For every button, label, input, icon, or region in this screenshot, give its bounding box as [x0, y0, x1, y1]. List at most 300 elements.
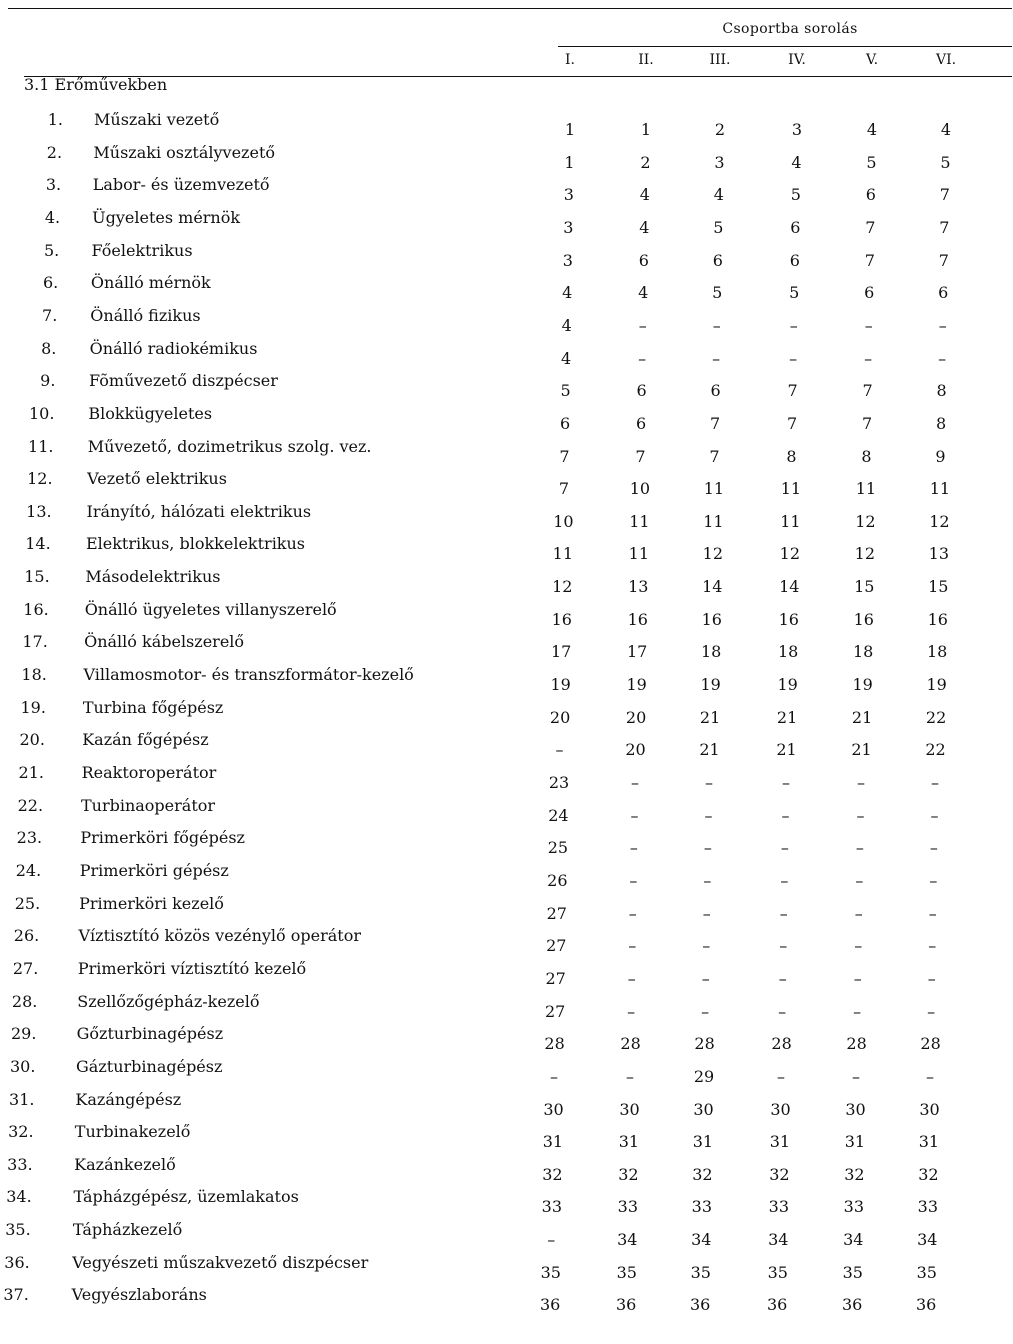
table-cell: 13: [628, 577, 649, 597]
table-cell: –: [780, 838, 789, 858]
row-label: Önálló fizikus: [90, 305, 201, 325]
table-cell: 33: [617, 1197, 639, 1217]
table-cell: 12: [702, 544, 724, 564]
table-cell: 4: [638, 283, 649, 303]
table-cell: 6: [790, 217, 801, 237]
row-label: Víztisztító közös vezénylő operátor: [78, 926, 361, 946]
table-cell: 21: [699, 740, 720, 760]
row-number: 6.: [42, 273, 59, 293]
row-label: Gőzturbinagépész: [76, 1024, 224, 1044]
table-cell: 4: [639, 217, 650, 237]
row-number: 23.: [16, 828, 43, 848]
table-cell: 21: [776, 707, 798, 727]
table-cell: 19: [550, 675, 571, 695]
table-cell: –: [854, 903, 863, 923]
table-cell: 35: [690, 1262, 711, 1282]
table-cell: 6: [635, 413, 647, 433]
table-cell: –: [855, 838, 864, 858]
row-label: Önálló kábelszerelő: [84, 632, 245, 652]
row-label: Primerköri víztisztító kezelő: [77, 958, 307, 978]
table-cell: 36: [690, 1295, 711, 1315]
table-cell: 21: [851, 707, 873, 727]
group-title: Csoportba sorolás: [722, 21, 858, 37]
row-number: 7.: [42, 305, 58, 325]
table-cell: 29: [693, 1066, 715, 1086]
table-cell: 30: [919, 1099, 940, 1119]
table-cell: 21: [776, 740, 797, 760]
table-cell: –: [854, 936, 863, 956]
table-cell: 28: [920, 1034, 941, 1054]
table-cell: 32: [692, 1164, 713, 1184]
table-cell: 33: [768, 1197, 790, 1217]
row-number: 3.: [45, 175, 62, 195]
row-number: 8.: [41, 338, 57, 358]
row-label: Kazánkezelő: [74, 1154, 176, 1174]
row-number: 29.: [10, 1024, 37, 1044]
table-cell: –: [629, 838, 638, 858]
row-label: Kazán főgépész: [82, 730, 209, 750]
row-label: Vegyészlaboráns: [71, 1285, 207, 1305]
table-cell: 33: [917, 1197, 939, 1217]
table-cell: 3: [562, 250, 573, 270]
table-cell: 13: [928, 544, 950, 564]
table-cell: –: [778, 1001, 787, 1021]
table-cell: –: [779, 936, 788, 956]
table-cell: 32: [844, 1164, 865, 1184]
row-number: 5.: [43, 240, 60, 260]
table-cell: 36: [767, 1295, 788, 1315]
row-label: Önálló ügyeletes villanyszerelő: [84, 599, 337, 619]
table-cell: –: [938, 348, 947, 368]
table-cell: 35: [916, 1262, 937, 1282]
table-cell: –: [929, 838, 938, 858]
table-cell: 6: [638, 250, 649, 270]
row-number: 34.: [6, 1187, 32, 1207]
table-cell: 4: [562, 283, 573, 303]
row-number: 9.: [40, 371, 56, 391]
table-cell: –: [852, 1066, 861, 1086]
table-cell: 35: [540, 1262, 561, 1282]
table-cell: 8: [861, 446, 872, 466]
row-label: Műszaki vezető: [94, 110, 220, 129]
column-header: IV.: [788, 52, 806, 68]
table-cell: 21: [851, 740, 872, 760]
table-cell: 17: [551, 642, 572, 662]
table-cell: 34: [768, 1230, 789, 1250]
table-cell: 24: [548, 805, 569, 825]
table-cell: –: [855, 870, 864, 890]
table-cell: 11: [855, 479, 877, 499]
table-cell: –: [853, 1001, 862, 1021]
table-cell: 28: [620, 1034, 641, 1054]
row-number: 37.: [3, 1285, 29, 1305]
table-cell: 7: [862, 381, 873, 401]
table-cell: 22: [925, 740, 946, 760]
table-cell: 8: [935, 413, 947, 433]
table-cell: –: [938, 315, 947, 335]
row-label: Turbina főgépész: [82, 697, 224, 717]
table-cell: –: [701, 1001, 710, 1021]
row-label: Fõművezető diszpécser: [89, 371, 278, 391]
table-cell: –: [712, 348, 721, 368]
table-cell: –: [631, 773, 639, 792]
row-number: 11.: [28, 436, 54, 456]
table-cell: 26: [547, 870, 568, 890]
row-label: Blokkügyeletes: [88, 403, 213, 423]
table-cell: 5: [790, 185, 801, 205]
table-cell: 7: [709, 446, 720, 466]
table-cell: –: [627, 968, 636, 988]
table-cell: –: [627, 1001, 636, 1021]
row-label: Villamosmotor- és transzformátor-kezelő: [83, 665, 414, 685]
table-cell: –: [547, 1230, 556, 1250]
table-cell: 7: [861, 413, 873, 433]
table-cell: 31: [844, 1132, 866, 1152]
row-number: 17.: [22, 632, 48, 652]
table-cell: 6: [636, 381, 647, 401]
table-cell: 5: [713, 217, 724, 237]
table-cell: 18: [778, 642, 799, 662]
row-label: Labor- és üzemvezető: [92, 175, 270, 195]
row-number: 14.: [25, 534, 51, 554]
table-cell: 12: [929, 511, 950, 531]
row-number: 32.: [8, 1122, 34, 1142]
table-cell: 1: [564, 120, 576, 139]
table-cell: –: [929, 870, 938, 890]
table-cell: –: [628, 936, 637, 956]
row-label: Gázturbinagépész: [76, 1056, 223, 1076]
table-cell: 30: [770, 1099, 791, 1119]
table-cell: 11: [780, 511, 801, 531]
row-number: 20.: [19, 730, 45, 750]
table-cell: 6: [789, 250, 800, 270]
table-cell: 32: [769, 1164, 790, 1184]
table-cell: 15: [854, 577, 875, 597]
table-cell: 36: [916, 1295, 937, 1315]
table-cell: 19: [700, 675, 721, 695]
table-cell: 30: [845, 1099, 866, 1119]
table-cell: –: [704, 805, 713, 825]
row-number: 19.: [20, 697, 46, 717]
table-cell: 4: [866, 120, 878, 139]
row-number: 1.: [47, 110, 63, 129]
table-cell: 5: [789, 283, 800, 303]
table-cell: 32: [542, 1164, 563, 1184]
table-cell: –: [781, 805, 790, 825]
column-header-rule: [24, 76, 1012, 77]
table-cell: –: [931, 773, 939, 792]
table-cell: 25: [547, 838, 569, 858]
table-cell: 5: [712, 283, 723, 303]
table-cell: 18: [701, 642, 722, 662]
row-label: Ügyeletes mérnök: [92, 207, 241, 227]
table-cell: –: [789, 315, 798, 335]
table-cell: 18: [927, 642, 948, 662]
table-cell: 7: [939, 185, 950, 205]
table-cell: 16: [627, 609, 648, 629]
table-cell: 3: [714, 152, 725, 172]
table-cell: –: [777, 1066, 786, 1086]
table-cell: 1: [564, 152, 575, 172]
table-cell: 35: [767, 1262, 788, 1282]
table-cell: 4: [713, 185, 724, 205]
table-cell: 3: [563, 185, 574, 205]
table-cell: 27: [546, 936, 567, 956]
table-cell: 28: [771, 1034, 792, 1054]
table-cell: 8: [936, 381, 947, 401]
table-cell: 7: [635, 446, 646, 466]
table-cell: –: [857, 773, 865, 792]
table-cell: 33: [541, 1197, 563, 1217]
column-header: I.: [565, 52, 575, 68]
table-cell: 7: [787, 381, 798, 401]
table-cell: –: [555, 740, 564, 760]
table-cell: –: [779, 903, 788, 923]
row-label: Turbinaoperátor: [80, 795, 216, 815]
table-cell: 2: [640, 152, 651, 172]
row-number: 12.: [27, 469, 53, 489]
table-cell: –: [703, 838, 712, 858]
row-label: Irányító, hálózati elektrikus: [86, 501, 312, 521]
table-cell: 35: [616, 1262, 637, 1282]
row-number: 22.: [17, 795, 44, 815]
table-cell: 7: [938, 250, 949, 270]
table-cell: –: [628, 903, 637, 923]
table-cell: 7: [786, 413, 798, 433]
column-header: II.: [638, 52, 654, 68]
row-label: Primerköri kezelő: [79, 893, 224, 913]
row-number: 4.: [44, 207, 61, 227]
table-cell: –: [630, 805, 639, 825]
row-label: Primerköri főgépész: [80, 828, 245, 848]
table-cell: 19: [777, 675, 798, 695]
table-cell: 33: [691, 1197, 713, 1217]
table-cell: 28: [694, 1034, 715, 1054]
table-cell: 32: [618, 1164, 639, 1184]
table-cell: 7: [865, 217, 876, 237]
table-cell: 16: [701, 609, 722, 629]
table-cell: –: [702, 936, 711, 956]
table-cell: –: [550, 1066, 559, 1086]
table-cell: 6: [712, 250, 723, 270]
table-cell: –: [928, 936, 937, 956]
column-header: III.: [709, 52, 731, 68]
row-label: Vezető elektrikus: [87, 469, 227, 489]
table-cell: 3: [563, 217, 574, 237]
table-cell: 5: [940, 152, 951, 172]
table-cell: 23: [548, 773, 570, 792]
table-cell: 27: [545, 968, 566, 988]
table-cell: 6: [938, 283, 949, 303]
table-cell: 7: [709, 413, 721, 433]
row-label: Elektrikus, blokkelektrikus: [85, 534, 306, 554]
table-cell: 19: [926, 675, 947, 695]
table-cell: 31: [769, 1132, 791, 1152]
row-label: Tápházgépész, üzemlakatos: [73, 1187, 299, 1207]
table-cell: 16: [853, 609, 874, 629]
table-cell: 12: [552, 577, 573, 597]
table-cell: 36: [616, 1295, 637, 1315]
table-cell: 4: [940, 120, 952, 139]
table-cell: –: [864, 348, 873, 368]
table-cell: 27: [544, 1001, 566, 1021]
table-cell: 34: [917, 1230, 938, 1250]
table-cell: –: [927, 1001, 936, 1021]
table-cell: 18: [853, 642, 874, 662]
row-label: Szellőzőgépház-kezelő: [77, 991, 260, 1011]
table-cell: –: [703, 870, 712, 890]
table-cell: –: [780, 870, 789, 890]
row-number: 36.: [4, 1252, 30, 1272]
table-cell: 34: [617, 1230, 638, 1250]
table-cell: 30: [543, 1099, 564, 1119]
table-cell: 8: [786, 446, 797, 466]
row-label: Műszaki osztályvezető: [93, 142, 276, 162]
table-cell: 21: [699, 707, 721, 727]
section-title: 3.1 Erőművekben: [24, 75, 168, 94]
table-cell: 4: [791, 152, 802, 172]
row-label: Tápházkezelő: [72, 1220, 183, 1240]
table-cell: –: [856, 805, 865, 825]
row-number: 25.: [14, 893, 41, 913]
row-label: Főelektrikus: [91, 240, 193, 260]
table-cell: 5: [866, 152, 877, 172]
table-cell: 34: [691, 1230, 712, 1250]
table-cell: –: [712, 315, 721, 335]
table-cell: 15: [928, 577, 949, 597]
table-cell: 28: [544, 1034, 565, 1054]
table-cell: 10: [629, 479, 651, 499]
table-cell: 19: [626, 675, 647, 695]
table-cell: –: [789, 348, 798, 368]
column-header: V.: [865, 52, 879, 68]
table-cell: 36: [540, 1295, 561, 1315]
table-cell: 33: [843, 1197, 865, 1217]
table-cell: 31: [542, 1132, 564, 1152]
row-label: Primerköri gépész: [79, 860, 229, 880]
table-cell: 7: [939, 217, 950, 237]
table-cell: –: [782, 773, 790, 792]
table-cell: 9: [935, 446, 946, 466]
table-cell: 11: [703, 511, 724, 531]
row-label: Reaktoroperátor: [81, 763, 217, 782]
table-cell: 35: [842, 1262, 863, 1282]
row-number: 13.: [26, 501, 52, 521]
top-rule: [8, 8, 1012, 9]
table-cell: 4: [639, 185, 650, 205]
table-cell: 30: [693, 1099, 714, 1119]
table-cell: 6: [710, 381, 721, 401]
table-cell: –: [638, 315, 647, 335]
row-number: 21.: [18, 763, 44, 782]
table-cell: –: [705, 773, 713, 792]
table-cell: 4: [561, 315, 572, 335]
row-number: 24.: [15, 860, 42, 880]
table-cell: 11: [552, 544, 574, 564]
table-cell: 11: [929, 479, 951, 499]
row-number: 35.: [5, 1220, 31, 1240]
table-cell: –: [864, 315, 873, 335]
table-cell: 6: [559, 413, 571, 433]
table-cell: 36: [842, 1295, 863, 1315]
table-cell: –: [629, 870, 638, 890]
table-cell: –: [926, 1066, 935, 1086]
table-cell: –: [778, 968, 787, 988]
row-number: 30.: [10, 1056, 36, 1076]
table-cell: 20: [625, 707, 647, 727]
table-cell: –: [930, 805, 939, 825]
table-cell: 6: [864, 283, 875, 303]
row-label: Önálló radiokémikus: [89, 338, 258, 358]
row-label: Kazángépész: [75, 1089, 182, 1109]
table-cell: 10: [553, 511, 574, 531]
row-number: 2.: [46, 142, 63, 162]
table-cell: 31: [918, 1132, 940, 1152]
table-cell: 19: [852, 675, 873, 695]
table-cell: 34: [843, 1230, 864, 1250]
table-cell: –: [701, 968, 710, 988]
row-number: 31.: [9, 1089, 35, 1109]
table-cell: 17: [627, 642, 648, 662]
table-cell: 31: [618, 1132, 640, 1152]
row-number: 27.: [12, 958, 39, 978]
row-number: 10.: [29, 403, 55, 423]
row-label: Vegyészeti műszakvezető diszpécser: [72, 1252, 369, 1272]
row-label: Turbinakezelő: [74, 1122, 191, 1142]
table-cell: 31: [692, 1132, 714, 1152]
table-cell: –: [853, 968, 862, 988]
table-cell: 4: [561, 348, 572, 368]
table-cell: –: [626, 1066, 635, 1086]
row-number: 26.: [13, 926, 40, 946]
table-cell: 11: [628, 544, 650, 564]
table-cell: 20: [549, 707, 571, 727]
row-number: 28.: [11, 991, 38, 1011]
row-number: 18.: [21, 665, 47, 685]
table-cell: 12: [779, 544, 801, 564]
table-cell: 7: [558, 479, 570, 499]
table-cell: 6: [865, 185, 876, 205]
table-cell: 27: [546, 903, 567, 923]
table-cell: 7: [864, 250, 875, 270]
row-number: 33.: [7, 1154, 33, 1174]
table-cell: –: [638, 348, 647, 368]
group-rule: [558, 46, 1012, 47]
table-cell: 12: [854, 544, 876, 564]
table-cell: 7: [559, 446, 570, 466]
table-cell: 16: [551, 609, 572, 629]
table-cell: 16: [778, 609, 799, 629]
table-cell: 11: [780, 479, 802, 499]
table-cell: 20: [625, 740, 646, 760]
table-cell: 11: [703, 479, 725, 499]
table-cell: 30: [619, 1099, 640, 1119]
table-cell: 28: [846, 1034, 867, 1054]
table-cell: 22: [925, 707, 947, 727]
row-label: Másodelektrikus: [85, 567, 221, 587]
table-cell: 1: [640, 120, 652, 139]
table-cell: 14: [702, 577, 723, 597]
table-cell: –: [928, 903, 937, 923]
table-cell: 32: [918, 1164, 939, 1184]
table-cell: 11: [629, 511, 650, 531]
table-cell: 5: [560, 381, 571, 401]
table-cell: 14: [779, 577, 800, 597]
table-cell: 12: [855, 511, 876, 531]
table-cell: 2: [714, 120, 726, 139]
row-label: Önálló mérnök: [90, 273, 211, 293]
table-cell: –: [927, 968, 936, 988]
